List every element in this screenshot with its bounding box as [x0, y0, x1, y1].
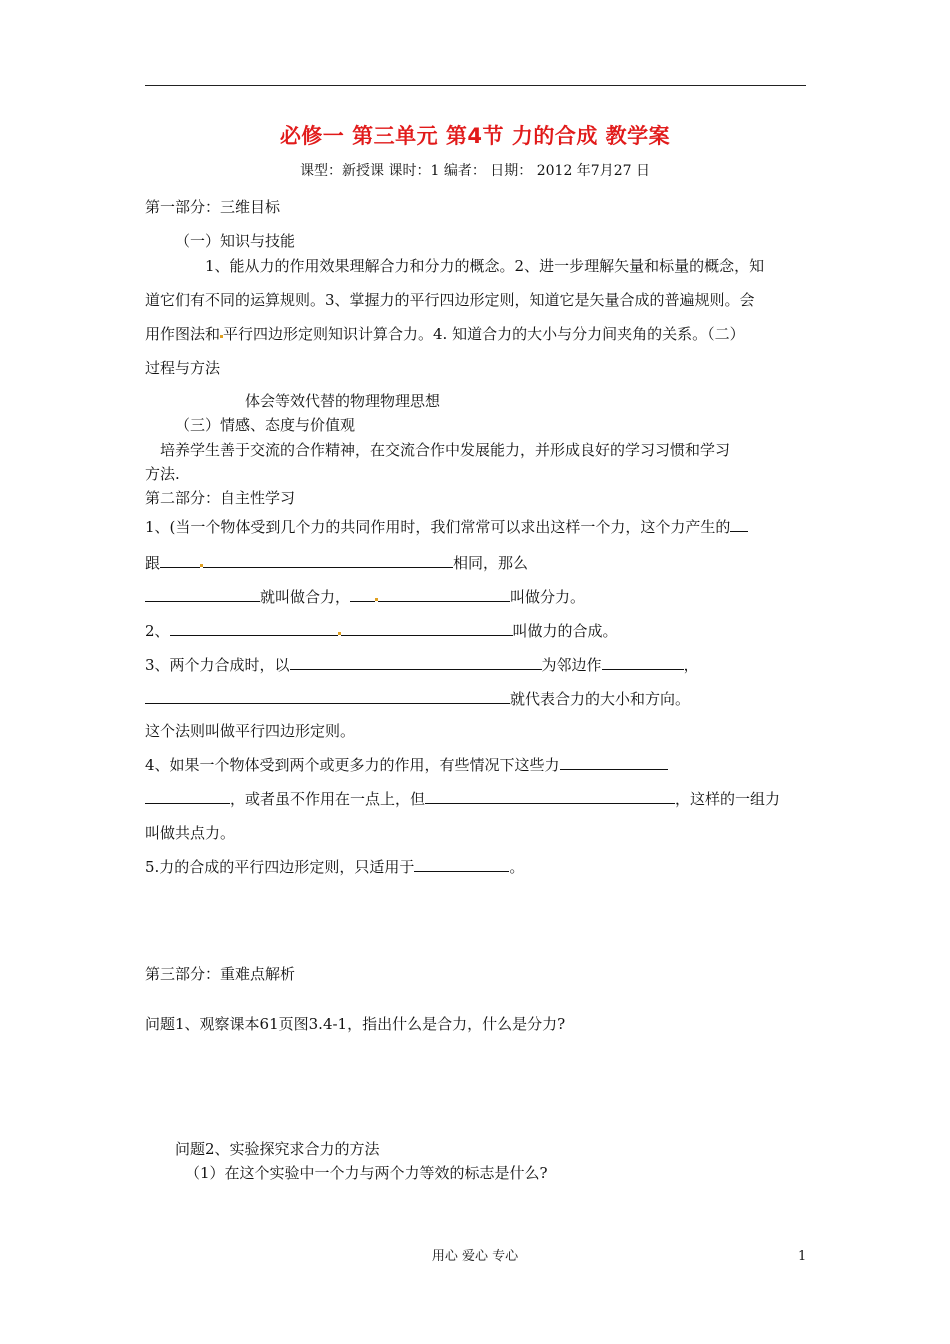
answer-blank[interactable]: [145, 689, 510, 704]
question-text: 。: [509, 858, 525, 876]
lesson-meta: 课型：新授课 课时：1 编者： 日期： 2012 年7月27 日: [300, 163, 650, 179]
question-5-line: [145, 857, 524, 877]
question-1-line: [145, 517, 748, 537]
question-text: 相同，那么: [453, 554, 529, 572]
answer-blank[interactable]: [145, 587, 260, 602]
answer-blank[interactable]: [350, 587, 375, 602]
question-2-line: [145, 621, 618, 641]
question-text: 跟: [145, 554, 161, 572]
part1-sub-process: 过程与方法: [145, 359, 221, 377]
question-text: ，这样的一组力: [675, 790, 781, 808]
paragraph-text: 用作图法和: [145, 325, 221, 343]
part1-values-line: 方法.: [145, 465, 180, 483]
question-4-line: [145, 755, 668, 775]
question-1-line: [145, 553, 528, 573]
answer-blank[interactable]: [425, 789, 675, 804]
part1-values-line: 培养学生善于交流的合作精神，在交流合作中发展能力，并形成良好的学习习惯和学习: [160, 441, 731, 459]
part1-paragraph-line: 1、能从力的作用效果理解合力和分力的概念。2、进一步理解矢量和标量的概念，知: [205, 257, 765, 275]
answer-blank[interactable]: [160, 553, 200, 568]
answer-blank[interactable]: [145, 789, 230, 804]
question-3-line: [145, 655, 699, 675]
part3-heading: 第三部分：重难点解析: [145, 965, 296, 983]
problem-2: 问题2、实验探究求合力的方法: [175, 1140, 380, 1158]
question-text: ，: [683, 656, 699, 674]
part2-heading: 第二部分：自主性学习: [145, 489, 296, 507]
question-3-line: [145, 689, 690, 709]
answer-blank[interactable]: [602, 655, 684, 670]
document-title: 必修一 第三单元 第4节 力的合成 教学案: [279, 124, 671, 148]
problem-1: 问题1、观察课本61页图3.4-1，指出什么是合力，什么是分力?: [145, 1015, 566, 1033]
part1-sub-values: （三）情感、态度与价值观: [175, 416, 356, 434]
answer-blank[interactable]: [290, 655, 542, 670]
answer-blank[interactable]: [560, 755, 668, 770]
question-text: 叫做力的合成。: [512, 622, 618, 640]
question-text: ，或者虽不作用在一点上，但: [230, 790, 426, 808]
question-3-line: 这个法则叫做平行四边形定则。: [145, 722, 356, 740]
part1-paragraph-line: [145, 324, 745, 344]
paragraph-text: 平行四边形定则知识计算合力。4. 知道合力的大小与分力间夹角的关系。（二）: [223, 325, 745, 343]
answer-blank[interactable]: [203, 553, 453, 568]
part1-sub-knowledge: （一）知识与技能: [175, 232, 296, 250]
page-number: 1: [798, 1249, 807, 1264]
question-1-line: [145, 587, 585, 607]
question-text: 3、两个力合成时，以: [145, 656, 290, 674]
answer-blank[interactable]: [414, 857, 509, 872]
question-text: 为邻边作: [541, 656, 602, 674]
question-text: 1、(当一个物体受到几个力的共同作用时，我们常常可以求出这样一个力，这个力产生的: [145, 518, 731, 536]
answer-blank[interactable]: [341, 621, 513, 636]
problem-2-sub-1: （1）在这个实验中一个力与两个力等效的标志是什么?: [185, 1164, 548, 1182]
part1-heading: 第一部分：三维目标: [145, 198, 281, 216]
answer-blank[interactable]: [170, 621, 338, 636]
question-4-line: 叫做共点力。: [145, 824, 236, 842]
answer-blank[interactable]: [730, 517, 748, 532]
part1-process-text: 体会等效代替的物理物理思想: [245, 392, 441, 410]
question-text: 5.力的合成的平行四边形定则，只适用于: [145, 858, 415, 876]
answer-blank[interactable]: [378, 587, 510, 602]
question-text: 2、: [145, 622, 170, 640]
part1-paragraph-line: 道它们有不同的运算规则。3、掌握力的平行四边形定则，知道它是矢量合成的普遍规则。会: [145, 291, 755, 309]
question-4-line: [145, 789, 780, 809]
question-text: 4、如果一个物体受到两个或更多力的作用，有些情况下这些力: [145, 756, 560, 774]
question-text: 就代表合力的大小和方向。: [510, 690, 691, 708]
question-text: 叫做分力。: [510, 588, 586, 606]
question-text: 就叫做合力，: [260, 588, 351, 606]
footer-slogan: 用心 爱心 专心: [431, 1249, 519, 1264]
header-rule: [145, 85, 806, 86]
